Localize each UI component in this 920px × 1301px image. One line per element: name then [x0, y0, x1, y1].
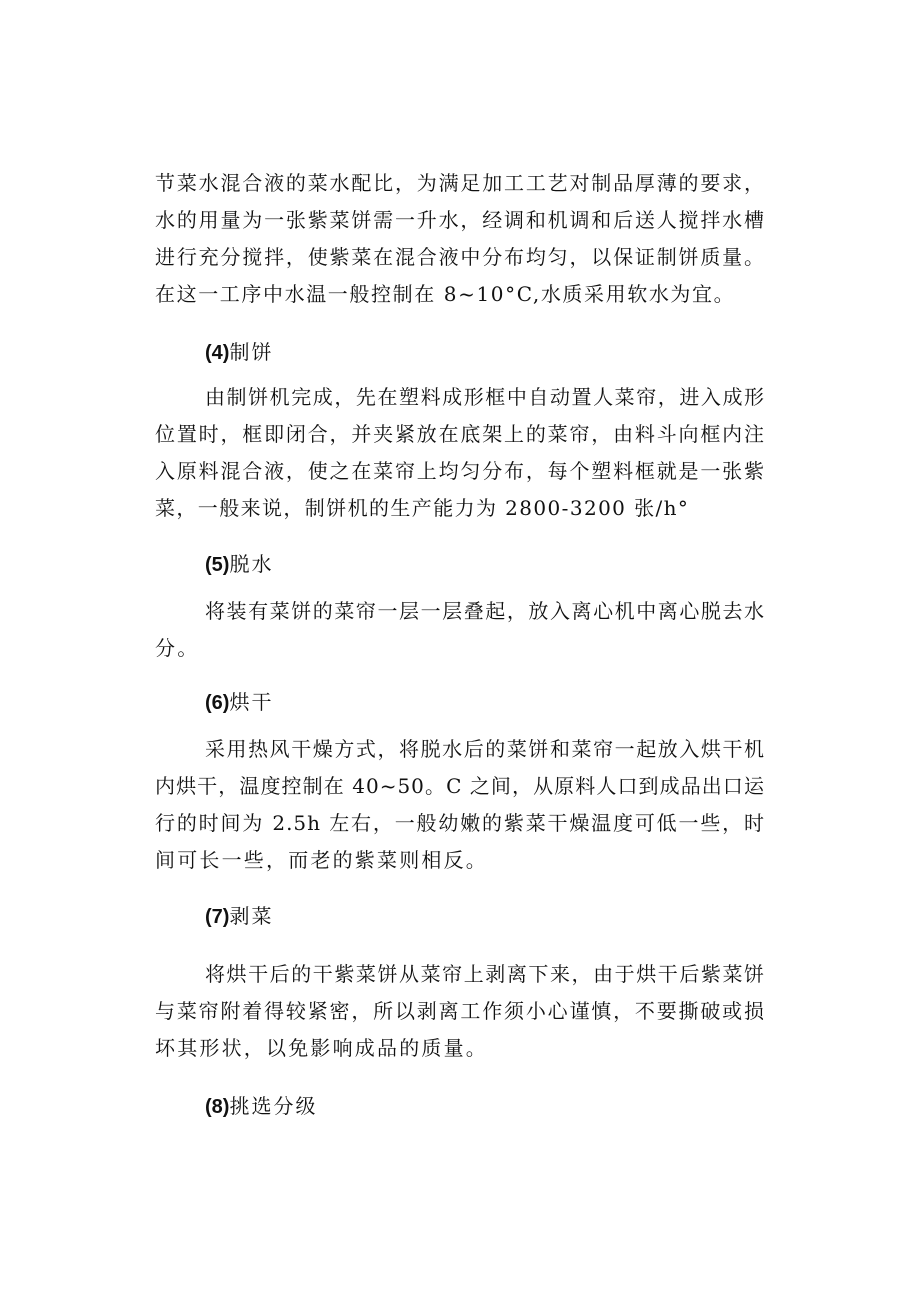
paragraph-line: 菜，一般来说，制饼机的生产能力为 2800-3200 张/h° — [155, 496, 690, 520]
heading-text: 烘干 — [229, 690, 274, 714]
section-heading-4 — [205, 339, 273, 366]
paragraph-line: 位置时，框即闭合，并夹紧放在底架上的菜帘，由料斗向框内注 — [155, 422, 765, 446]
paragraph-line: 采用热风干燥方式，将脱水后的菜饼和菜帘一起放入烘干机 — [205, 737, 765, 761]
paragraph-line: 将装有菜饼的菜帘一层一层叠起，放入离心机中离心脱去水 — [205, 599, 765, 623]
paragraph-line: 节菜水混合液的菜水配比，为满足加工工艺对制品厚薄的要求， — [155, 171, 765, 195]
paragraph-line: 水的用量为一张紫菜饼需一升水，经调和机调和后送人搅拌水槽 — [155, 208, 765, 232]
paragraph-line: 入原料混合液，使之在菜帘上均匀分布，每个塑料框就是一张紫 — [155, 459, 765, 483]
heading-number: (5) — [205, 554, 230, 576]
heading-text: 挑选分级 — [229, 1094, 318, 1118]
paragraph-line: 将烘干后的干紫菜饼从菜帘上剥离下来，由于烘干后紫菜饼 — [205, 962, 765, 986]
heading-number: (7) — [205, 906, 230, 928]
section-heading-8 — [205, 1093, 317, 1120]
heading-number: (6) — [205, 692, 230, 714]
section-heading-5 — [205, 551, 273, 578]
heading-text: 制饼 — [229, 340, 274, 364]
paragraph-line: 与菜帘附着得较紧密，所以剥离工作须小心谨慎，不要撕破或损 — [155, 999, 765, 1023]
paragraph-line: 在这一工序中水温一般控制在 8~10°C,水质采用软水为宜。 — [155, 282, 736, 306]
paragraph-line: 行的时间为 2.5h 左右，一般幼嫩的紫菜干燥温度可低一些，时 — [155, 811, 765, 835]
heading-number: (8) — [205, 1096, 230, 1118]
paragraph-line: 进行充分搅拌，使紫菜在混合液中分布均匀，以保证制饼质量。 — [155, 245, 765, 269]
section-heading-6 — [205, 689, 273, 716]
paragraph-line: 内烘干，温度控制在 40~50。C 之间，从原料人口到成品出口运 — [155, 774, 765, 798]
paragraph-line: 坏其形状，以免影响成品的质量。 — [155, 1036, 488, 1060]
paragraph-line: 间可长一些，而老的紫菜则相反。 — [155, 848, 488, 872]
paragraph-line: 分。 — [155, 636, 200, 660]
heading-number: (4) — [205, 342, 230, 364]
section-heading-7 — [205, 903, 273, 930]
paragraph-line: 由制饼机完成，先在塑料成形框中自动置人菜帘，进入成形 — [205, 385, 765, 409]
heading-text: 脱水 — [229, 552, 274, 576]
heading-text: 剥菜 — [229, 904, 274, 928]
